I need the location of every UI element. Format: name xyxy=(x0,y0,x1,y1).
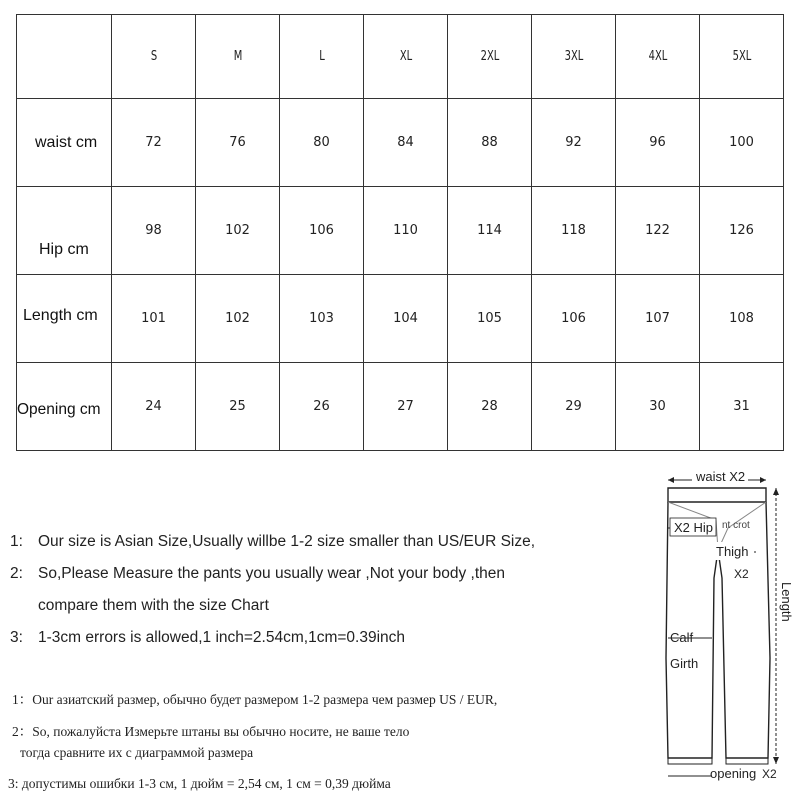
note-ru-3: 3: допустимы ошибки 1-3 см, 1 дюйм = 2,54 см, 1 см = 0,39 дюйма xyxy=(8,776,391,791)
table-cell: 118 xyxy=(532,187,616,275)
table-cell: 103 xyxy=(280,275,364,363)
table-cell: 122 xyxy=(616,187,700,275)
note-number: 1: xyxy=(10,533,23,550)
row-label-opening: Opening cm xyxy=(17,363,112,451)
size-header-l: L xyxy=(286,15,357,99)
calf-label: Calf xyxy=(670,630,694,645)
table-cell: 29 xyxy=(532,363,616,451)
table-cell: 106 xyxy=(280,187,364,275)
table-cell: 101 xyxy=(112,275,196,363)
size-header-m: M xyxy=(202,15,273,99)
hem-left xyxy=(668,758,712,764)
table-row xyxy=(17,363,784,451)
arrow-head-icon xyxy=(668,477,674,483)
opening-label: opening xyxy=(710,766,757,781)
table-cell: 30 xyxy=(616,363,700,451)
note-text: Our size is Asian Size,Usually willbe 1-2 size smaller than US/EUR Size, xyxy=(38,533,536,550)
table-cell: 110 xyxy=(364,187,448,275)
table-cell: 102 xyxy=(196,275,280,363)
front-crotch-label: nt crot xyxy=(722,520,750,531)
table-cell: 106 xyxy=(532,275,616,363)
table-row xyxy=(17,187,784,275)
thigh-label: Thigh xyxy=(716,544,749,559)
size-chart-table xyxy=(16,14,784,451)
hem-right xyxy=(726,758,768,764)
note-en-2-continued xyxy=(10,597,269,615)
table-cell: 107 xyxy=(616,275,700,363)
table-cell: 26 xyxy=(280,363,364,451)
size-header-5xl: 5XL xyxy=(706,15,777,99)
note-number: 3: xyxy=(10,629,23,646)
table-row xyxy=(17,275,784,363)
thigh-x2-label: X2 xyxy=(734,567,749,581)
note-en-1 xyxy=(10,533,535,551)
table-cell: 102 xyxy=(196,187,280,275)
note-ru-2-continued: тогда сравните их с диаграммой размера xyxy=(20,745,254,760)
arrow-head-icon xyxy=(773,757,779,764)
size-header-s: S xyxy=(118,15,189,99)
table-cell: 108 xyxy=(700,275,784,363)
size-header-xl: XL xyxy=(370,15,441,99)
table-cell: 98 xyxy=(112,187,196,275)
table-cell: 28 xyxy=(448,363,532,451)
note-ru-2: 2：So, пожалуйста Измерьте штаны вы обычно носите, не ваше тело xyxy=(12,724,410,739)
note-text: compare them with the size Chart xyxy=(38,597,269,614)
note-ru-1: 1：Our азиатский размер, обычно будет размером 1-2 размера чем размер US / EUR, xyxy=(12,692,498,707)
table-cell: 84 xyxy=(364,99,448,187)
table-cell: 72 xyxy=(112,99,196,187)
opening-x2-label: X2 xyxy=(762,767,777,781)
row-label-hip: Hip cm xyxy=(17,187,112,275)
table-cell: 96 xyxy=(616,99,700,187)
note-number: 2: xyxy=(10,565,23,582)
row-label-length: Length cm xyxy=(17,275,112,363)
table-cell: 92 xyxy=(532,99,616,187)
length-label: Length xyxy=(779,582,794,622)
table-cell: 114 xyxy=(448,187,532,275)
table-cell: 24 xyxy=(112,363,196,451)
size-header-3xl: 3XL xyxy=(538,15,609,99)
pants-measurement-diagram xyxy=(660,458,800,798)
hip-label: X2 Hip xyxy=(674,520,714,535)
size-header-2xl: 2XL xyxy=(454,15,525,99)
arrow-head-icon xyxy=(773,488,779,495)
table-cell: 105 xyxy=(448,275,532,363)
table-cell: 88 xyxy=(448,99,532,187)
waistband xyxy=(668,488,766,502)
table-cell: 31 xyxy=(700,363,784,451)
table-cell: 80 xyxy=(280,99,364,187)
arrow-head-icon xyxy=(760,477,766,483)
table-cell: 126 xyxy=(700,187,784,275)
size-header-row xyxy=(17,15,784,99)
table-cell: 100 xyxy=(700,99,784,187)
waist-label: waist X2 xyxy=(696,469,746,484)
note-en-2 xyxy=(10,565,505,583)
table-row xyxy=(17,99,784,187)
table-cell: 25 xyxy=(196,363,280,451)
girth-label: Girth xyxy=(670,656,699,671)
table-cell: 104 xyxy=(364,275,448,363)
note-text: 1-3cm errors is allowed,1 inch=2.54cm,1cm=0.39inch xyxy=(38,629,406,646)
table-cell: 76 xyxy=(196,99,280,187)
table-corner-cell xyxy=(17,15,112,99)
table-cell: 27 xyxy=(364,363,448,451)
note-en-3 xyxy=(10,629,405,647)
row-label-waist: waist cm xyxy=(17,99,112,187)
note-text: So,Please Measure the pants you usually wear ,Not your body ,then xyxy=(38,565,505,582)
size-header-4xl: 4XL xyxy=(622,15,693,99)
